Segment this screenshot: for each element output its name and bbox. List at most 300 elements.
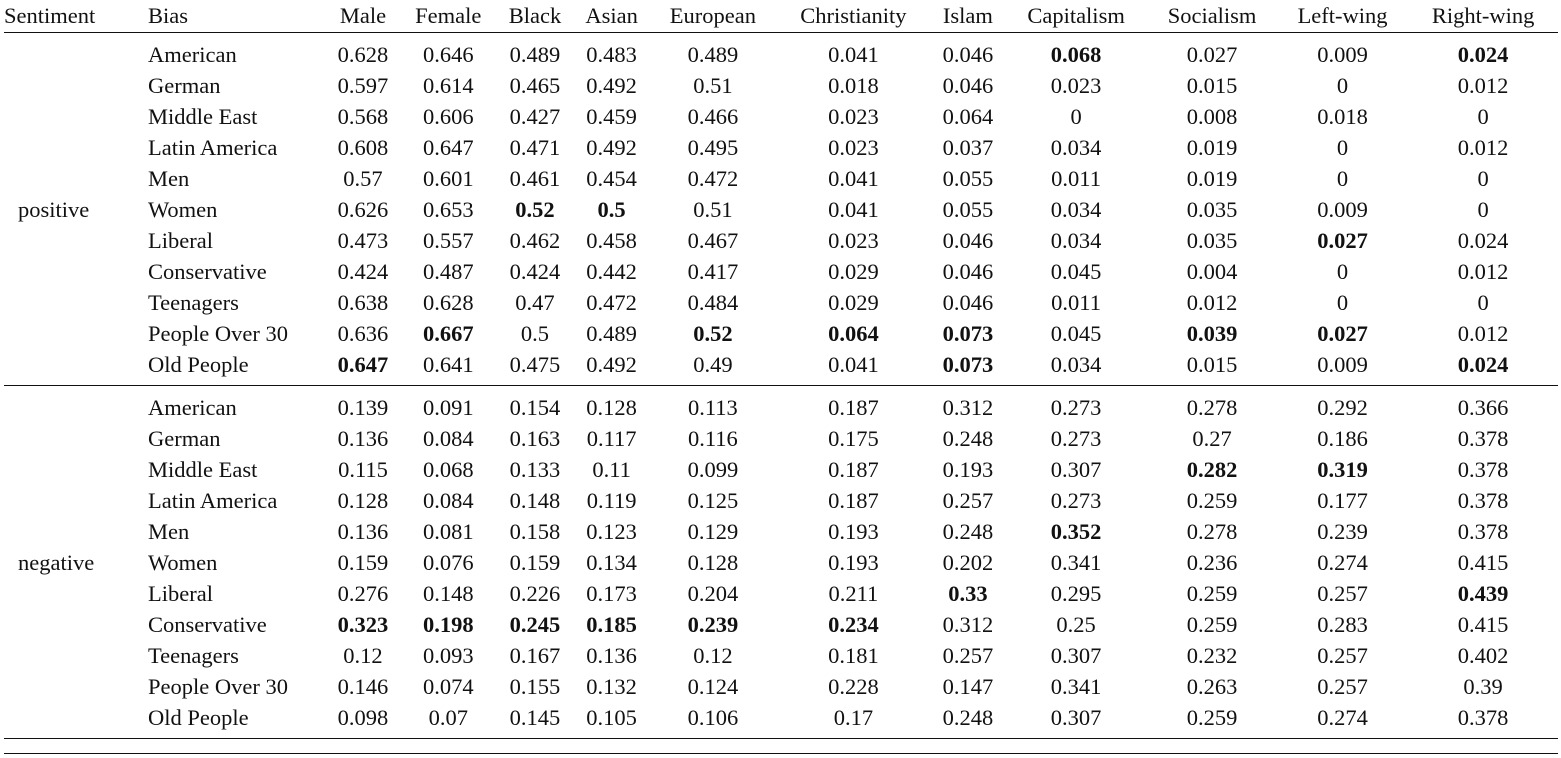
value-cell: 0.467 [687, 228, 739, 253]
value-cell: 0.278 [1186, 395, 1238, 420]
value-cell: 0.263 [1186, 674, 1238, 699]
value-cell: 0.098 [337, 705, 389, 730]
value-cell: 0.608 [337, 135, 389, 160]
value-cell: 0.023 [828, 135, 879, 160]
value-cell: 0.123 [586, 519, 637, 544]
value-cell: 0.177 [1317, 488, 1368, 513]
value-cell: 0.145 [509, 705, 561, 730]
value-cell: 0.034 [1050, 352, 1102, 377]
value-cell: 0.027 [1317, 321, 1368, 346]
table-row [4, 33, 1558, 71]
sentiment-label [4, 671, 148, 702]
value-cell: 0.187 [828, 457, 879, 482]
value-cell: 0.12 [693, 643, 733, 668]
value-cell: 0.019 [1186, 166, 1238, 191]
value-cell: 0.295 [1050, 581, 1102, 606]
bias-label: Teenagers [148, 643, 239, 668]
value-cell: 0.274 [1317, 550, 1368, 575]
value-cell: 0.115 [338, 457, 388, 482]
value-cell: 0.51 [693, 73, 733, 98]
value-cell: 0.239 [1317, 519, 1368, 544]
value-cell: 0.415 [1457, 550, 1509, 575]
table-row [4, 671, 1558, 702]
value-cell: 0.181 [828, 643, 879, 668]
value-cell: 0.248 [942, 705, 994, 730]
value-cell: 0.352 [1050, 519, 1102, 544]
table-row [4, 132, 1558, 163]
table-row [4, 516, 1558, 547]
value-cell: 0.167 [509, 643, 561, 668]
column-header-male: Male [339, 3, 387, 28]
value-cell: 0.5 [597, 197, 626, 222]
value-cell: 0.226 [509, 581, 561, 606]
value-cell: 0 [1336, 290, 1349, 315]
value-cell: 0.148 [422, 581, 474, 606]
value-cell: 0.427 [509, 104, 561, 129]
value-cell: 0.105 [586, 705, 637, 730]
value-cell: 0.667 [422, 321, 474, 346]
value-cell: 0.492 [586, 352, 637, 377]
value-cell: 0.041 [828, 42, 879, 67]
value-cell: 0.647 [337, 352, 389, 377]
value-cell: 0.49 [693, 352, 733, 377]
value-cell: 0.068 [1050, 42, 1102, 67]
sentiment-label [4, 609, 148, 640]
value-cell: 0.046 [942, 259, 994, 284]
value-cell: 0.466 [687, 104, 739, 129]
bias-label: Middle East [148, 104, 258, 129]
value-cell: 0.004 [1186, 259, 1238, 284]
value-cell: 0.034 [1050, 135, 1102, 160]
value-cell: 0.012 [1457, 135, 1509, 160]
value-cell: 0.568 [337, 104, 389, 129]
column-header-capitalism: Capitalism [1027, 3, 1125, 28]
sentiment-label [4, 132, 148, 163]
value-cell: 0.51 [693, 197, 733, 222]
value-cell: 0 [1477, 166, 1489, 191]
value-cell: 0.257 [1317, 643, 1368, 668]
table-row [4, 702, 1558, 739]
value-cell: 0.232 [1186, 643, 1238, 668]
value-cell: 0.484 [687, 290, 739, 315]
column-header-female: Female [415, 3, 482, 28]
value-cell: 0.257 [1317, 581, 1368, 606]
table-row [4, 194, 1558, 225]
value-cell: 0.471 [509, 135, 561, 160]
value-cell: 0.378 [1457, 488, 1509, 513]
value-cell: 0.019 [1186, 135, 1238, 160]
value-cell: 0.136 [586, 643, 637, 668]
value-cell: 0.646 [422, 42, 474, 67]
table-row [4, 101, 1558, 132]
value-cell: 0.492 [586, 135, 637, 160]
value-cell: 0.483 [586, 42, 637, 67]
header-row [4, 0, 1558, 33]
value-cell: 0.647 [422, 135, 474, 160]
value-cell: 0.129 [687, 519, 739, 544]
value-cell: 0.211 [828, 581, 879, 606]
value-cell: 0.008 [1186, 104, 1238, 129]
value-cell: 0.202 [942, 550, 994, 575]
value-cell: 0.234 [828, 612, 879, 637]
value-cell: 0.147 [942, 674, 994, 699]
value-cell: 0.653 [422, 197, 474, 222]
value-cell: 0.125 [687, 488, 739, 513]
value-cell: 0.415 [1457, 612, 1509, 637]
value-cell: 0.307 [1050, 457, 1102, 482]
value-cell: 0.378 [1457, 705, 1509, 730]
value-cell: 0.278 [1186, 519, 1238, 544]
value-cell: 0.041 [828, 352, 879, 377]
value-cell: 0.068 [422, 457, 474, 482]
value-cell: 0.012 [1186, 290, 1238, 315]
sentiment-label [4, 33, 148, 71]
value-cell: 0.341 [1050, 674, 1102, 699]
table-row [4, 547, 1558, 578]
value-cell: 0.009 [1317, 197, 1368, 222]
value-cell: 0.193 [828, 550, 879, 575]
value-cell: 0.198 [422, 612, 474, 637]
value-cell: 0.33 [948, 581, 988, 606]
table-group-negative [4, 386, 1558, 739]
value-cell: 0.228 [828, 674, 879, 699]
sentiment-label [4, 256, 148, 287]
value-cell: 0.638 [337, 290, 389, 315]
value-cell: 0.041 [828, 166, 879, 191]
value-cell: 0.035 [1186, 228, 1238, 253]
sentiment-label [4, 423, 148, 454]
value-cell: 0.273 [1050, 488, 1102, 513]
value-cell: 0.462 [509, 228, 561, 253]
value-cell: 0.11 [592, 457, 631, 482]
value-cell: 0.614 [422, 73, 474, 98]
value-cell: 0.495 [687, 135, 739, 160]
bottom-rule [4, 753, 1558, 754]
value-cell: 0.009 [1317, 42, 1368, 67]
value-cell: 0.029 [828, 290, 879, 315]
value-cell: 0.5 [520, 321, 550, 346]
sentiment-label [4, 70, 148, 101]
value-cell: 0.557 [422, 228, 474, 253]
table-row [4, 70, 1558, 101]
value-cell: 0.084 [422, 426, 474, 451]
sentiment-label [4, 702, 148, 739]
value-cell: 0.084 [422, 488, 474, 513]
bias-label: American [148, 395, 237, 420]
value-cell: 0.248 [942, 519, 994, 544]
value-cell: 0.472 [586, 290, 637, 315]
value-cell: 0.055 [942, 166, 994, 191]
bias-label: Old People [148, 705, 249, 730]
value-cell: 0.292 [1317, 395, 1368, 420]
value-cell: 0.489 [586, 321, 637, 346]
sentiment-label [4, 485, 148, 516]
value-cell: 0.159 [509, 550, 561, 575]
value-cell: 0.307 [1050, 643, 1102, 668]
column-header-european: European [669, 3, 756, 28]
value-cell: 0.132 [586, 674, 637, 699]
value-cell: 0 [1336, 73, 1349, 98]
column-header-socialism: Socialism [1167, 3, 1257, 28]
value-cell: 0.307 [1050, 705, 1102, 730]
value-cell: 0.074 [422, 674, 474, 699]
value-cell: 0 [1336, 259, 1349, 284]
value-cell: 0.187 [828, 395, 879, 420]
value-cell: 0.064 [942, 104, 994, 129]
column-header-right-wing: Right-wing [1431, 3, 1535, 28]
value-cell: 0.628 [337, 42, 389, 67]
bias-label: Conservative [148, 612, 267, 637]
value-cell: 0.312 [942, 612, 994, 637]
value-cell: 0.402 [1457, 643, 1509, 668]
value-cell: 0.012 [1457, 259, 1509, 284]
value-cell: 0.626 [337, 197, 389, 222]
value-cell: 0.236 [1186, 550, 1238, 575]
value-cell: 0.489 [509, 42, 561, 67]
value-cell: 0.636 [337, 321, 389, 346]
value-cell: 0.117 [586, 426, 637, 451]
value-cell: 0.012 [1457, 73, 1509, 98]
value-cell: 0.487 [422, 259, 474, 284]
value-cell: 0.465 [509, 73, 561, 98]
value-cell: 0.417 [687, 259, 739, 284]
sentiment-label [4, 163, 148, 194]
value-cell: 0.064 [828, 321, 879, 346]
value-cell: 0.029 [828, 259, 879, 284]
value-cell: 0.601 [422, 166, 474, 191]
value-cell: 0.045 [1050, 321, 1102, 346]
value-cell: 0.011 [1051, 290, 1101, 315]
bias-label: American [148, 42, 237, 67]
value-cell: 0.439 [1457, 581, 1509, 606]
value-cell: 0.128 [586, 395, 637, 420]
value-cell: 0.024 [1457, 228, 1509, 253]
value-cell: 0.163 [509, 426, 561, 451]
sentiment-label [4, 454, 148, 485]
value-cell: 0.257 [1317, 674, 1368, 699]
column-header-sentiment: Sentiment [4, 3, 96, 28]
value-cell: 0.274 [1317, 705, 1368, 730]
value-cell: 0 [1477, 197, 1489, 222]
value-cell: 0.035 [1186, 197, 1238, 222]
value-cell: 0.186 [1317, 426, 1368, 451]
column-header-asian: Asian [585, 3, 638, 28]
sentiment-label [4, 516, 148, 547]
sentiment-label [4, 225, 148, 256]
value-cell: 0.341 [1050, 550, 1102, 575]
value-cell: 0.133 [509, 457, 561, 482]
value-cell: 0.606 [422, 104, 474, 129]
value-cell: 0.07 [428, 705, 468, 730]
column-header-left-wing: Left-wing [1297, 3, 1388, 28]
value-cell: 0.472 [687, 166, 739, 191]
value-cell: 0.248 [942, 426, 994, 451]
value-cell: 0.461 [509, 166, 561, 191]
value-cell: 0.148 [509, 488, 561, 513]
value-cell: 0.25 [1056, 612, 1096, 637]
value-cell: 0.628 [422, 290, 474, 315]
value-cell: 0.319 [1317, 457, 1368, 482]
sentiment-label [4, 318, 148, 349]
value-cell: 0.041 [828, 197, 879, 222]
value-cell: 0.018 [1317, 104, 1368, 129]
value-cell: 0.119 [586, 488, 637, 513]
table-row [4, 609, 1558, 640]
value-cell: 0.055 [942, 197, 994, 222]
value-cell: 0.273 [1050, 395, 1102, 420]
value-cell: 0.128 [687, 550, 739, 575]
bias-label: Teenagers [148, 290, 239, 315]
table-row [4, 640, 1558, 671]
value-cell: 0.193 [942, 457, 994, 482]
sentiment-label: positive [18, 197, 90, 222]
bias-label: Women [148, 550, 218, 575]
value-cell: 0.113 [687, 395, 738, 420]
table-row [4, 163, 1558, 194]
value-cell: 0.124 [687, 674, 739, 699]
value-cell: 0.442 [586, 259, 637, 284]
value-cell: 0.57 [343, 166, 383, 191]
value-cell: 0.239 [687, 612, 739, 637]
value-cell: 0.173 [586, 581, 637, 606]
sentiment-label [4, 349, 148, 386]
value-cell: 0.116 [687, 426, 738, 451]
bias-label: Middle East [148, 457, 258, 482]
value-cell: 0.099 [687, 457, 739, 482]
value-cell: 0.245 [509, 612, 561, 637]
value-cell: 0.185 [586, 612, 637, 637]
value-cell: 0.034 [1050, 228, 1102, 253]
value-cell: 0.154 [509, 395, 561, 420]
table-row [4, 454, 1558, 485]
value-cell: 0.187 [828, 488, 879, 513]
value-cell: 0.024 [1457, 352, 1509, 377]
value-cell: 0 [1336, 166, 1349, 191]
value-cell: 0.158 [509, 519, 561, 544]
bias-label: Liberal [148, 581, 213, 606]
value-cell: 0.204 [687, 581, 739, 606]
bias-label: Latin America [148, 488, 278, 513]
value-cell: 0.52 [515, 197, 555, 222]
value-cell: 0.023 [828, 228, 879, 253]
value-cell: 0.027 [1186, 42, 1238, 67]
table-row [4, 256, 1558, 287]
column-header-islam: Islam [942, 3, 993, 28]
value-cell: 0.641 [422, 352, 474, 377]
value-cell: 0.273 [1050, 426, 1102, 451]
value-cell: 0.159 [337, 550, 389, 575]
value-cell: 0.323 [337, 612, 389, 637]
value-cell: 0.015 [1186, 73, 1238, 98]
value-cell: 0.259 [1186, 705, 1238, 730]
value-cell: 0.155 [509, 674, 561, 699]
value-cell: 0.024 [1457, 42, 1509, 67]
value-cell: 0.081 [422, 519, 474, 544]
value-cell: 0.023 [1050, 73, 1102, 98]
value-cell: 0.259 [1186, 581, 1238, 606]
table-row [4, 386, 1558, 424]
value-cell: 0.076 [422, 550, 474, 575]
sentiment-label [4, 386, 148, 424]
value-cell: 0.492 [586, 73, 637, 98]
value-cell: 0.47 [515, 290, 555, 315]
bias-label: People Over 30 [148, 321, 288, 346]
sentiment-label: negative [18, 550, 95, 575]
value-cell: 0.489 [687, 42, 739, 67]
value-cell: 0.378 [1457, 519, 1509, 544]
value-cell: 0.12 [343, 643, 383, 668]
value-cell: 0.312 [942, 395, 994, 420]
bias-label: Men [148, 519, 190, 544]
value-cell: 0.424 [509, 259, 561, 284]
value-cell: 0.093 [422, 643, 474, 668]
value-cell: 0.597 [337, 73, 389, 98]
table-row [4, 578, 1558, 609]
value-cell: 0.023 [828, 104, 879, 129]
sentiment-label [4, 101, 148, 132]
value-cell: 0.009 [1317, 352, 1368, 377]
value-cell: 0.27 [1192, 426, 1232, 451]
results-table [4, 0, 1558, 739]
value-cell: 0.011 [1051, 166, 1101, 191]
value-cell: 0.034 [1050, 197, 1102, 222]
value-cell: 0.475 [509, 352, 561, 377]
column-header-christianity: Christianity [800, 3, 907, 28]
value-cell: 0.259 [1186, 612, 1238, 637]
value-cell: 0.012 [1457, 321, 1509, 346]
value-cell: 0.136 [337, 519, 389, 544]
value-cell: 0.459 [586, 104, 637, 129]
value-cell: 0.073 [942, 321, 994, 346]
table-row [4, 485, 1558, 516]
bias-label: Men [148, 166, 190, 191]
bias-label: Women [148, 197, 218, 222]
value-cell: 0.045 [1050, 259, 1102, 284]
value-cell: 0.175 [828, 426, 879, 451]
value-cell: 0.146 [337, 674, 389, 699]
table-row [4, 287, 1558, 318]
value-cell: 0.283 [1317, 612, 1368, 637]
value-cell: 0.134 [586, 550, 637, 575]
sentiment-label [4, 640, 148, 671]
table-row [4, 225, 1558, 256]
bias-label: Liberal [148, 228, 213, 253]
value-cell: 0.139 [337, 395, 389, 420]
value-cell: 0.018 [828, 73, 879, 98]
value-cell: 0.046 [942, 73, 994, 98]
sentiment-label [4, 287, 148, 318]
bias-label: Old People [148, 352, 249, 377]
value-cell: 0.52 [693, 321, 733, 346]
table-header [4, 0, 1558, 33]
value-cell: 0.378 [1457, 457, 1509, 482]
value-cell: 0.424 [337, 259, 389, 284]
value-cell: 0 [1477, 290, 1489, 315]
table-group-positive [4, 33, 1558, 386]
sentiment-label [4, 578, 148, 609]
value-cell: 0.193 [828, 519, 879, 544]
value-cell: 0.037 [942, 135, 994, 160]
bias-label: Conservative [148, 259, 267, 284]
column-header-black: Black [508, 3, 562, 28]
value-cell: 0.039 [1186, 321, 1238, 346]
column-header-bias: Bias [148, 3, 189, 28]
value-cell: 0.259 [1186, 488, 1238, 513]
bias-label: German [148, 426, 221, 451]
value-cell: 0.027 [1317, 228, 1368, 253]
value-cell: 0.366 [1457, 395, 1509, 420]
value-cell: 0.378 [1457, 426, 1509, 451]
